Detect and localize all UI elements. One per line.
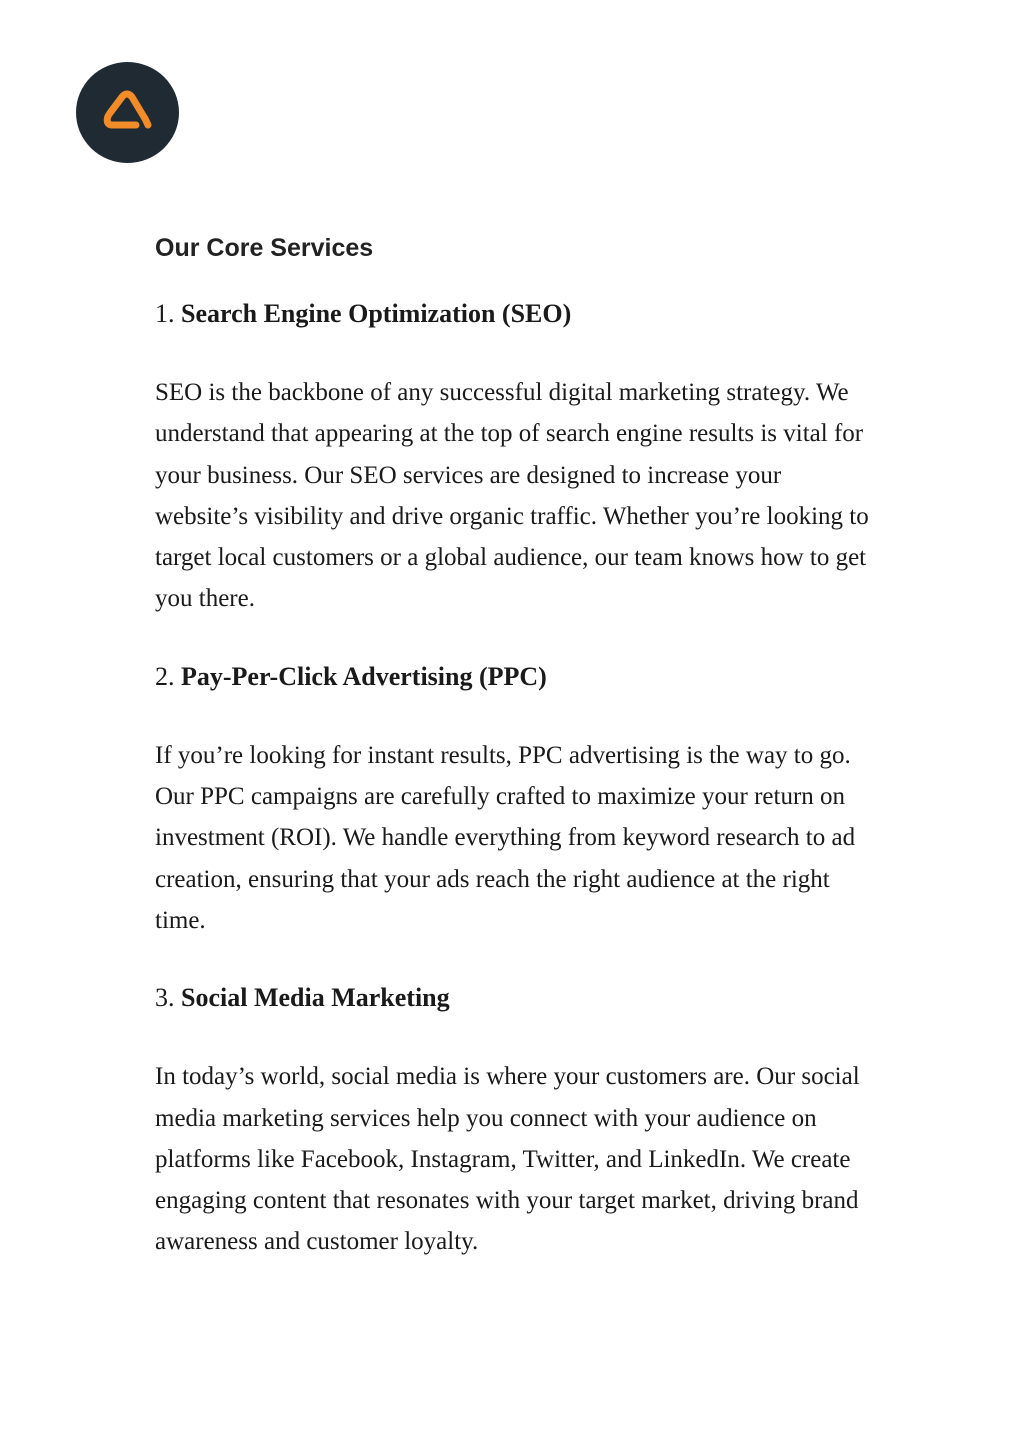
service-description: In today’s world, social media is where your customers are. Our social media marketing services help you connect with your audience on platforms like Facebook, Instagram, Twitter, and LinkedIn. We create engaging content that resonates with your target market, driving brand awareness and customer loyalty. (155, 1063, 860, 1256)
service-description: SEO is the backbone of any successful digital marketing strategy. We understand that appearing at the top of search engine results is vital for your business. Our SEO services are designed to increase your website’s visibility and drive organic traffic. Whether you’re looking to target local customers or a global audience, our team knows how to get you there. (155, 379, 869, 613)
service-number: 2. (155, 661, 175, 691)
brand-logo (76, 62, 179, 163)
service-item (155, 657, 875, 941)
service-item (155, 294, 875, 620)
service-name: Pay-Per-Click Advertising (PPC) (181, 661, 547, 691)
service-name: Social Media Marketing (181, 983, 450, 1013)
service-title (155, 294, 875, 334)
a-letter-logo-icon (100, 85, 156, 141)
service-title (155, 657, 875, 697)
services-content (155, 228, 875, 1300)
service-number: 1. (155, 299, 175, 328)
service-number: 3. (155, 983, 175, 1013)
section-heading: Our Core Services (155, 234, 374, 262)
service-item (155, 978, 875, 1262)
service-title (155, 978, 875, 1018)
service-name: Search Engine Optimization (SEO) (181, 299, 572, 328)
service-description: If you’re looking for instant results, PPC advertising is the way to go. Our PPC campaigns are carefully crafted to maximize your return on investment (ROI). We handle everything from keyword research to ad creation, ensuring that your ads reach the right audience at the right time. (155, 741, 856, 934)
